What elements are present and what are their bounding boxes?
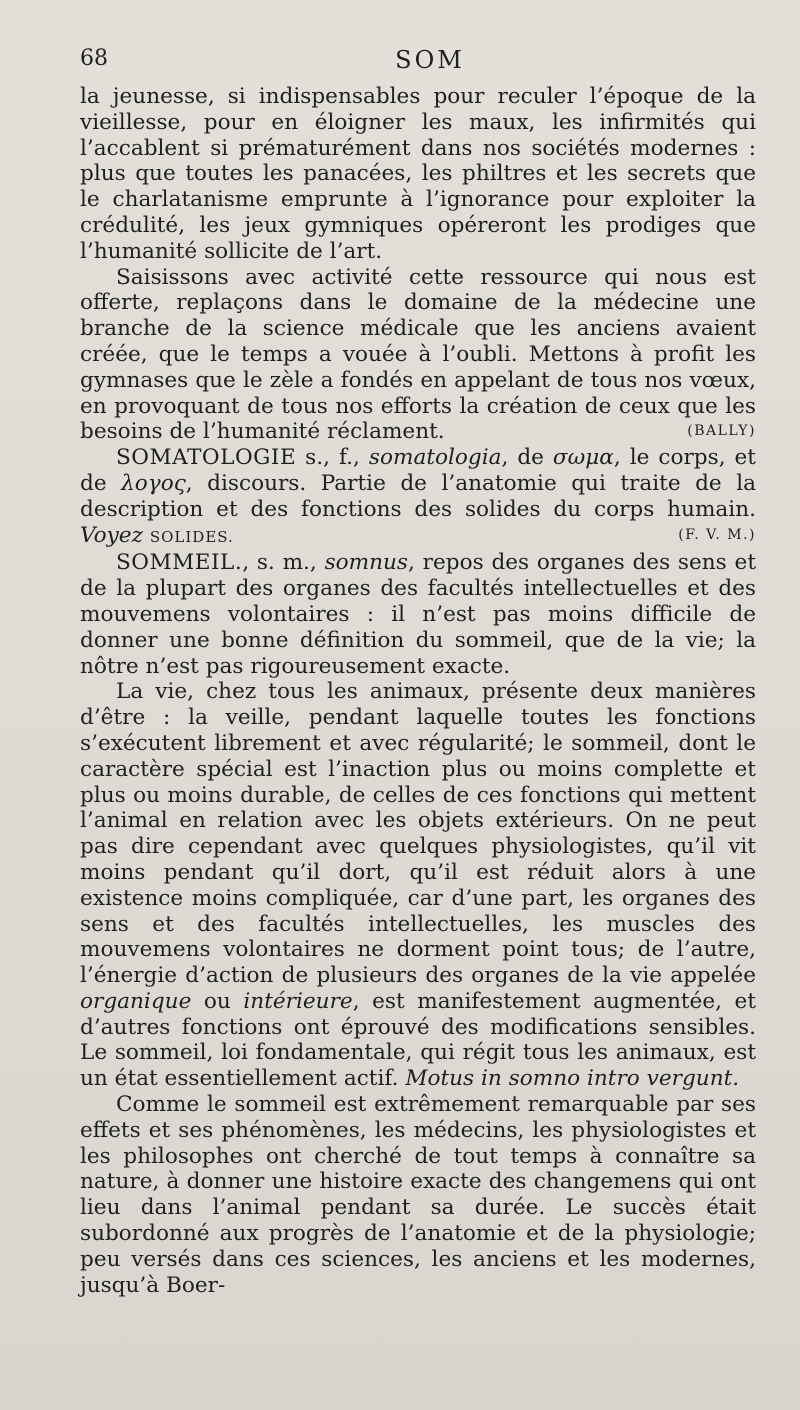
- paragraph-2: [80, 265, 756, 446]
- greek-term: σωμα: [552, 445, 614, 471]
- cross-reference-target: SOLIDES.: [149, 527, 234, 546]
- running-head: SOM: [395, 46, 465, 74]
- emphasis-interieure: intérieure: [243, 988, 353, 1014]
- author-signature-bally: (BALLY): [687, 423, 756, 440]
- paragraph-6: Comme le sommeil est extrêmement remarquable par ses effets et ses phénomènes, les médecins, les physiologistes et les philosophes ont cherché de tout temps à connaître sa nature, à donner une histoire exacte des changemens qui ont lieu dans l’animal pendant sa durée. Le succès était subordonné aux progrès de l’anatomie et de la physiologie; peu versés dans ces sciences, les anciens et les modernes, jusqu’à Boer-: [80, 1092, 756, 1298]
- body-text: [80, 84, 756, 1298]
- entry-text: s., f.,: [296, 445, 369, 471]
- page-number: 68: [80, 46, 108, 71]
- entry-text: , le corps, et de: [80, 445, 756, 496]
- author-signature-fvm: (F. V. M.): [678, 526, 756, 543]
- paragraph-5: [80, 679, 756, 1092]
- entry-sommeil: [80, 550, 756, 679]
- latin-term: somatologia: [368, 445, 502, 471]
- emphasis-organique: organique: [80, 988, 192, 1014]
- paragraph-text: La vie, chez tous les animaux, présente deux manières d’être : la veille, pendant laquelle toutes les fonctions s’exécutent librement et avec régularité; le sommeil, dont le caractère spécial est l’inaction plus ou moins complette et plus ou moins durable, de celles de ces fonctions qui mettent l’animal en relation avec les objets extérieurs. On ne peut pas dire cependant avec quelques physiologistes, qu’il vit moins pendant qu’il dort, qu’il est réduit alors à une existence moins compliquée, car d’une part, les organes des sens et des facultés intellectuelles, les muscles des mouvemens volontaires ne dorment point tous; de l’autre, l’énergie d’action de plusieurs des organes de la vie appelée: [80, 679, 756, 989]
- paragraph-2-text: Saisissons avec activité cette ressource qui nous est offerte, replaçons dans le domaine de la médecine une branche de la science médicale que les anciens avaient créée, que le temps a vouée à l’oubli. Mettons à profit les gymnases que le zèle a fondés en appelant de tous nos vœux, en provoquant de tous nos efforts la création de ceux que les besoins de l’humanité réclament.: [80, 264, 756, 445]
- entry-somatologie: [80, 445, 756, 550]
- headword-somatologie: SOMATOLOGIE: [116, 445, 297, 471]
- page-header: [80, 46, 780, 80]
- headword-sommeil: SOMMEIL.: [116, 550, 243, 576]
- latin-term: somnus: [324, 550, 409, 576]
- paragraph-1: la jeunesse, si indispensables pour reculer l’époque de la vieillesse, pour en éloigner les maux, les infirmités qui l’accablent si prématurément dans nos sociétés modernes : plus que toutes les panacées, les philtres et les secrets que le charlatanisme emprunte à l’ignorance pour exploiter la crédulité, les jeux gymniques opéreront les prodiges que l’humanité sollicite de l’art.: [80, 84, 756, 264]
- entry-text: , discours. Partie de l’anatomie qui traite de la description et des fonctions des solides du corps humain.: [80, 470, 756, 522]
- entry-text: , s. m.,: [242, 550, 325, 576]
- paragraph-text: ou: [191, 988, 244, 1014]
- entry-text: , de: [501, 445, 553, 471]
- greek-term: λογος: [121, 470, 186, 496]
- latin-quotation: Motus in somno intro vergunt.: [405, 1066, 740, 1092]
- cross-reference-voyez: Voyez: [80, 522, 143, 548]
- paragraph-text: , est manifestement augmentée, et d’autres fonctions ont éprouvé des modifications sensibles. Le sommeil, loi fondamentale, qui régit tous les animaux, est un état essentiellement actif.: [80, 988, 756, 1092]
- entry-text: , repos des organes des sens et de la plupart des organes des facultés intellectuelles et des mouvemens volontaires : il n’est pas moins difficile de donner une bonne définition du sommeil, que de la vie; la nôtre n’est pas rigoureusement exacte.: [80, 550, 756, 679]
